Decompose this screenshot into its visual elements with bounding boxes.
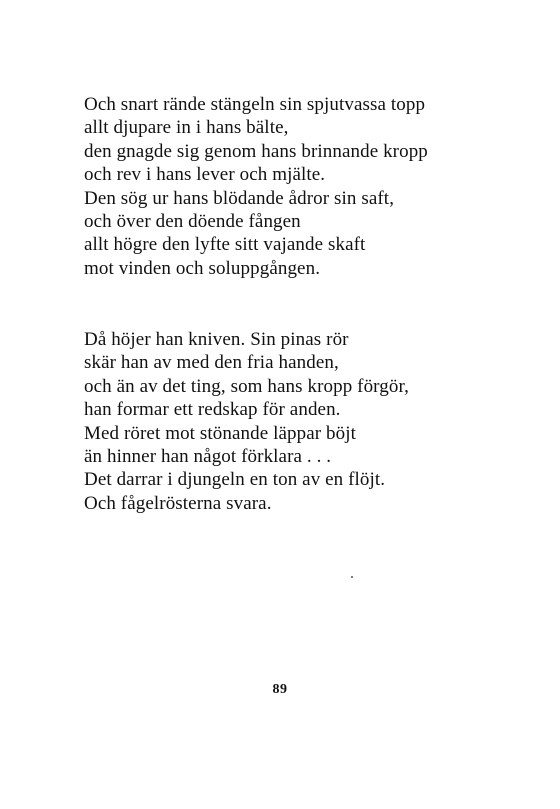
poem-line: och än av det ting, som hans kropp förgör, [84, 375, 409, 397]
poem-stanza-1 [84, 93, 484, 280]
poem-line: den gnagde sig genom hans brinnande kropp [84, 140, 428, 162]
poem-line: och rev i hans lever och mjälte. [84, 164, 326, 186]
poem-line: mot vinden och soluppgången. [84, 257, 321, 279]
poem-stanza-2 [84, 328, 484, 515]
print-speck [351, 576, 353, 578]
page-number: 89 [272, 682, 288, 697]
poem-line: allt högre den lyfte sitt vajande skaft [84, 234, 366, 256]
poem-line: Den sög ur hans blödande ådror sin saft, [84, 187, 395, 209]
poem-line: Då höjer han kniven. Sin pinas rör [84, 329, 349, 350]
poem-line: allt djupare in i hans bälte, [84, 117, 289, 139]
poem-line: skär han av med den fria handen, [84, 352, 339, 374]
poem-line: han formar ett redskap för anden. [84, 399, 341, 421]
poem-line: Och snart rände stängeln sin spjutvassa topp [84, 94, 426, 115]
poem-line: Och fågelrösterna svara. [84, 492, 272, 514]
poem-line: Med röret mot stönande läppar böjt [84, 422, 356, 444]
poem-line: Det darrar i djungeln en ton av en flöjt. [84, 469, 386, 491]
poem-line: än hinner han något förklara . . . [84, 446, 332, 468]
poem-line: och över den döende fången [84, 211, 301, 233]
